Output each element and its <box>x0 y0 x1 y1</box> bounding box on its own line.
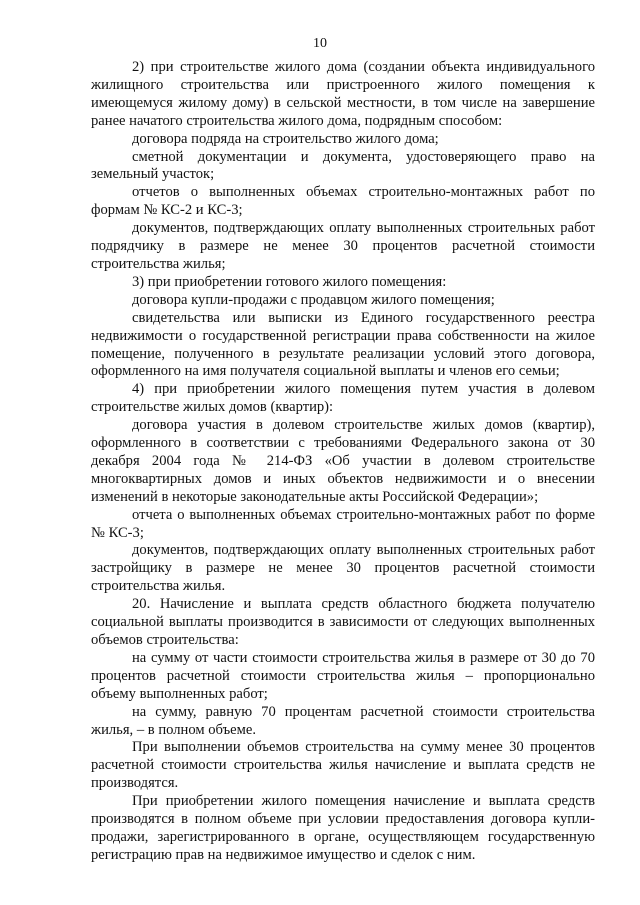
paragraph-registry-extract: свидетельства или выписки из Единого государственного реестра недвижимости о государственной регистрации права собственности на жилое помещение, полученного в результате реализации условий этого договора, оформленного на имя получателя социальной выплаты и членов его семьи; <box>91 309 595 380</box>
page-number: 10 <box>313 36 327 51</box>
paragraph-item-3-ready-housing: 3) при приобретении готового жилого помещения: <box>132 273 447 290</box>
paragraph-item-4-shared-construction: 4) при приобретении жилого помещения путем участия в долевом строительстве жилых домов (квартир): <box>91 381 595 416</box>
paragraph-construction-contract: договора подряда на строительство жилого дома; <box>132 130 439 147</box>
paragraph-partial-payment: на сумму от части стоимости строительства жилья в размере от 30 до 70 процентов расчетной стоимости строительства жилья – пропорционально объему выполненных работ; <box>91 649 595 702</box>
paragraph-sale-contract: договора купли-продажи с продавцом жилого помещения; <box>132 291 495 308</box>
paragraph-shared-construction-contract: договора участия в долевом строительстве жилых домов (квартир), оформленного в соответствии с требованиями Федерального закона от 30 декабря 2004 года № 214-ФЗ «Об участии в долевом строительстве многоквартирных домов и иных объектов недвижимости и о внесении изменений в некоторые законодательные акты Российской Федерации»; <box>91 417 595 505</box>
paragraph-full-payment: на сумму, равную 70 процентам расчетной стоимости строительства жилья, – в полном объеме. <box>91 703 595 738</box>
paragraph-clause-20: 20. Начисление и выплата средств областного бюджета получателю социальной выплаты производится в зависимости от следующих выполненных объемов строительства: <box>91 596 595 648</box>
paragraph-purchase-full-payment: При приобретении жилого помещения начисление и выплата средств производятся в полном объеме при условии предоставления договора купли-продажи, зарегистрированного в органе, осуществляющем государственную регистрацию прав на недвижимое имущество и сделок с ним. <box>91 793 595 863</box>
paragraph-payment-documents-developer: документов, подтверждающих оплату выполненных строительных работ застройщику в размере не менее 30 процентов расчетной стоимости строительства жилья. <box>91 542 595 595</box>
paragraph-estimate-documentation: сметной документации и документа, удостоверяющего право на земельный участок; <box>91 148 595 183</box>
paragraph-payment-documents-contractor: документов, подтверждающих оплату выполненных строительных работ подрядчику в размере не менее 30 процентов расчетной стоимости строительства жилья; <box>91 220 595 272</box>
paragraph-item-2-residential-construction: 2) при строительстве жилого дома (создании объекта индивидуального жилищного строительства или пристроенного жилого помещения к имеющемуся жилому дому) в сельской местности, в том числе на завершение ранее начатого строительства жилого дома, подрядным способом: <box>91 59 595 129</box>
paragraph-no-payment-below-30: При выполнении объемов строительства на сумму менее 30 процентов расчетной стоимости строительства жилья начисление и выплата средств не производятся. <box>91 739 595 792</box>
paragraph-work-report-ks3: отчета о выполненных объемах строительно-монтажных работ по форме № КС-3; <box>91 506 595 541</box>
body-text <box>91 59 595 865</box>
paragraph-work-reports-ks2-ks3: отчетов о выполненных объемах строительно-монтажных работ по формам № КС-2 и КС-3; <box>91 184 595 219</box>
